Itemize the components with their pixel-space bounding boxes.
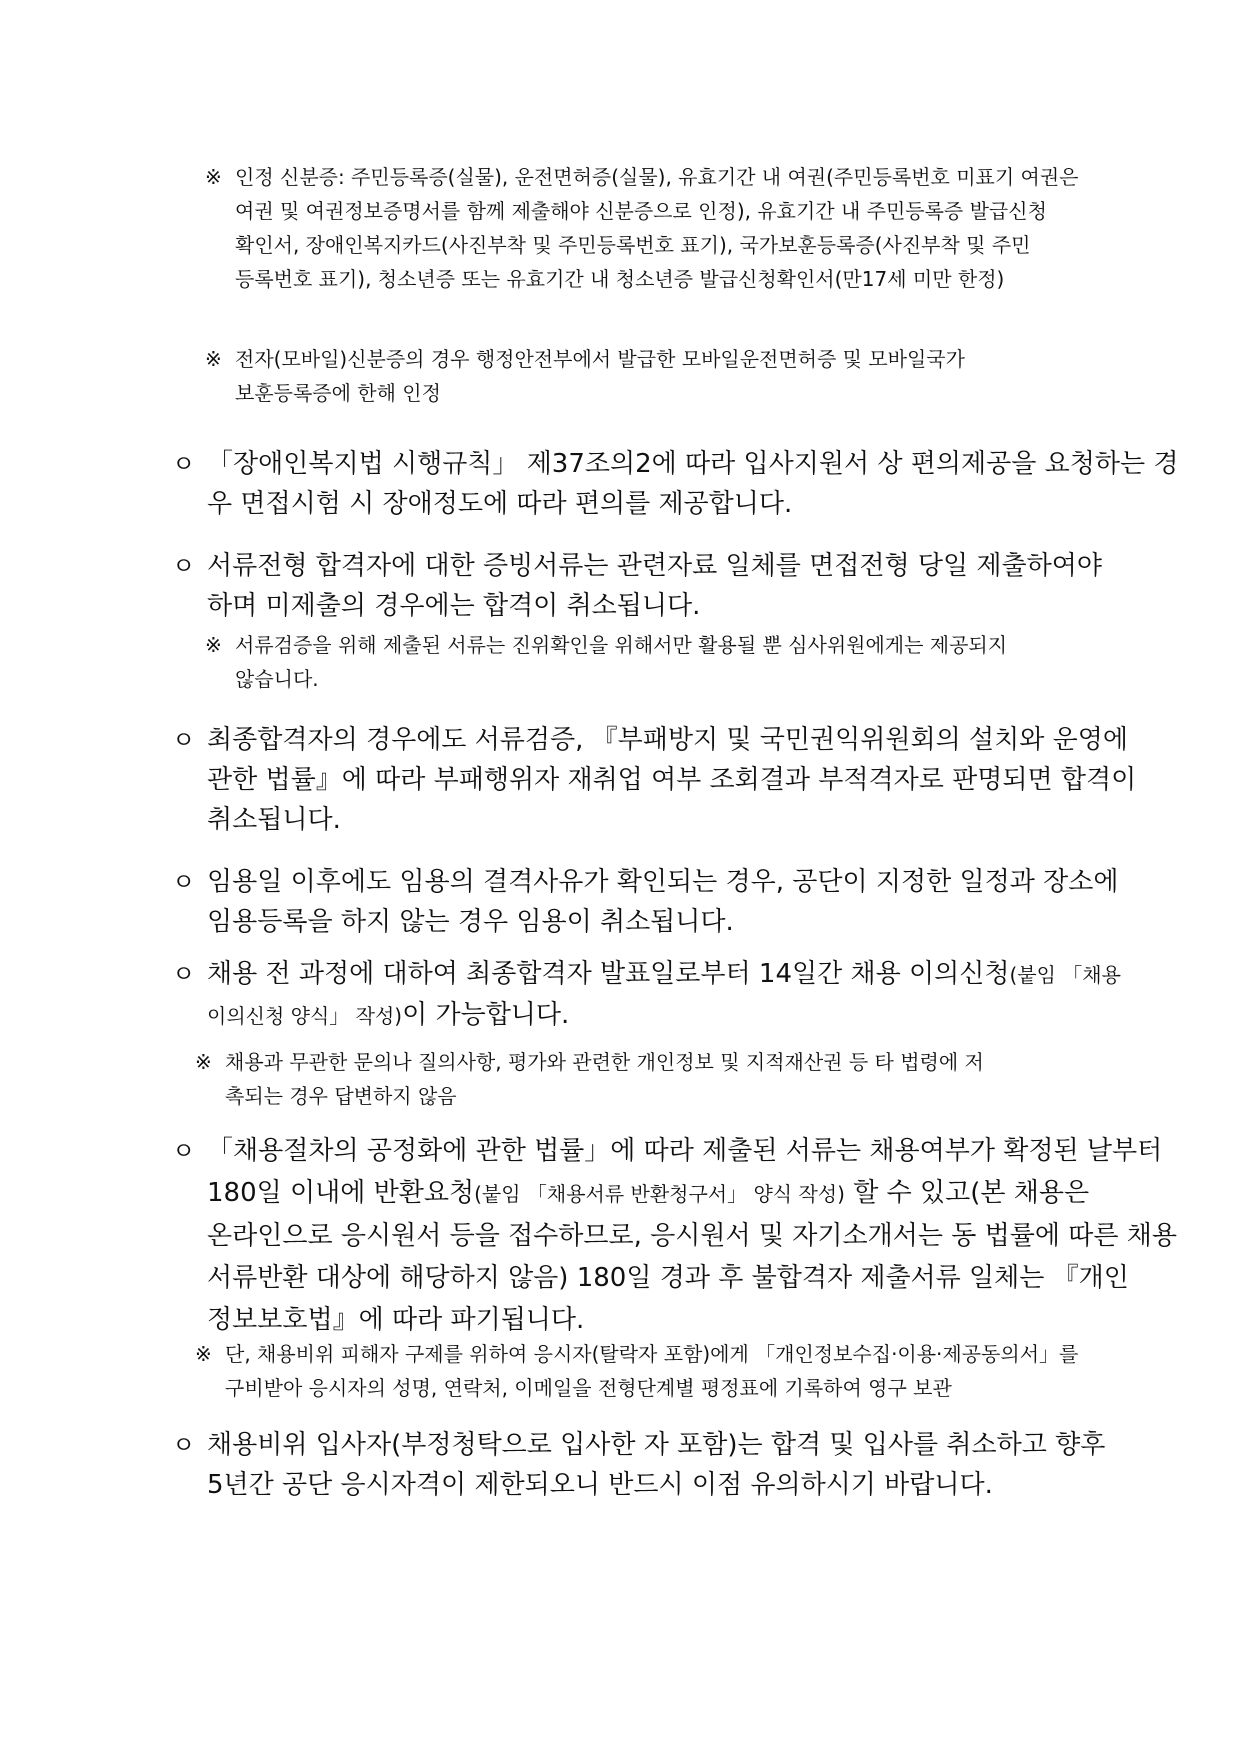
item-line: 서류전형 합격자에 대한 증빙서류는 관련자료 일체를 면접전형 당일 제출하여야 — [207, 551, 1102, 581]
item-line: 최종합격자의 경우에도 서류검증, 『부패방지 및 국민권익위원회의 설치와 운영에 — [207, 725, 1128, 755]
list-item-final-verification — [172, 720, 1137, 840]
bullet: ㅇ — [172, 450, 196, 478]
item-line: 5년간 공단 응시자격이 제한되오니 반드시 이점 유의하시기 바랍니다. — [207, 1470, 993, 1500]
item-text: 180일 이내에 반환요청 — [207, 1178, 475, 1208]
item-line: 임용등록을 하지 않는 경우 임용이 취소됩니다. — [207, 907, 734, 937]
list-item-disability-accommodation — [172, 444, 1179, 524]
list-item-evidence-documents — [172, 546, 1112, 626]
item-small-text: (붙임 「채용서류 반환청구서」 양식 작성) — [474, 1182, 845, 1206]
note-mark: ※ — [195, 1050, 212, 1074]
item-text: 할 수 있고(본 채용은 — [844, 1178, 1090, 1208]
note-line: 않습니다. — [235, 667, 319, 691]
note-document-return — [195, 1337, 1105, 1405]
item-line: 하며 미제출의 경우에는 합격이 취소됩니다. — [207, 591, 701, 621]
note-line: 단, 채용비위 피해자 구제를 위하여 응시자(탈락자 포함)에게 「개인정보수집·이용·제공동의서」를 — [225, 1342, 1079, 1366]
item-line: 채용비위 입사자(부정청탁으로 입사한 자 포함)는 합격 및 입사를 취소하고 향후 — [207, 1430, 1106, 1460]
bullet: ㅇ — [172, 1137, 196, 1165]
item-line: 정보보호법』에 따라 파기됩니다. — [207, 1305, 585, 1335]
item-line — [172, 954, 1121, 995]
item-small-text: 이의신청 양식」 작성) — [207, 1004, 403, 1028]
note-line: 등록번호 표기), 청소년증 또는 유효기간 내 청소년증 발급신청확인서(만17세 미만 한정) — [235, 267, 1005, 291]
bullet: ㅇ — [172, 868, 196, 896]
list-item-appointment-cancel — [172, 862, 1119, 942]
item-line: 취소됩니다. — [207, 805, 341, 835]
note-document-verification — [205, 628, 1105, 696]
list-item-recruitment-fraud — [172, 1425, 1112, 1505]
item-line: 우 면접시험 시 장애정도에 따라 편의를 제공합니다. — [207, 489, 793, 519]
item-line — [172, 995, 1112, 1036]
note-mark: ※ — [195, 1342, 212, 1366]
item-line: 「장애인복지법 시행규칙」 제37조의2에 따라 입사지원서 상 편의제공을 요청하는 경 — [207, 449, 1179, 479]
item-line — [172, 1172, 1112, 1215]
note-mark: ※ — [205, 165, 222, 189]
item-text: 채용 전 과정에 대하여 최종합격자 발표일로부터 14일간 채용 이의신청 — [207, 959, 1010, 989]
item-line: 온라인으로 응시원서 등을 접수하므로, 응시원서 및 자기소개서는 동 법률에 따른 채용 — [207, 1221, 1177, 1251]
note-line: 구비받아 응시자의 성명, 연락처, 이메일을 전형단계별 평정표에 기록하여 영구 보관 — [225, 1376, 952, 1400]
list-item-objection — [172, 954, 1121, 1036]
note-mobile-id — [205, 342, 1105, 410]
bullet: ㅇ — [172, 1431, 196, 1459]
note-line: 채용과 무관한 문의나 질의사항, 평가와 관련한 개인정보 및 지적재산권 등 타 법령에 저 — [225, 1050, 984, 1074]
note-line: 보훈등록증에 한해 인정 — [235, 381, 441, 405]
note-line: 촉되는 경우 답변하지 않음 — [225, 1084, 457, 1108]
note-line: 인정 신분증: 주민등록증(실물), 운전면허증(실물), 유효기간 내 여권(주민등록번호 미표기 여권은 — [235, 165, 1079, 189]
note-line: 서류검증을 위해 제출된 서류는 진위확인을 위해서만 활용될 뿐 심사위원에게는 제공되지 — [235, 633, 1008, 657]
note-objection — [195, 1045, 1105, 1113]
bullet: ㅇ — [172, 552, 196, 580]
note-line: 전자(모바일)신분증의 경우 행정안전부에서 발급한 모바일운전면허증 및 모바일국가 — [235, 347, 965, 371]
item-line: 「채용절차의 공정화에 관한 법률」에 따라 제출된 서류는 채용여부가 확정된 날부터 — [207, 1136, 1163, 1166]
item-line: 서류반환 대상에 해당하지 않음) 180일 경과 후 불합격자 제출서류 일체는 『개인 — [207, 1263, 1129, 1293]
list-item-document-return — [172, 1130, 1177, 1341]
note-line: 확인서, 장애인복지카드(사진부착 및 주민등록번호 표기), 국가보훈등록증(사진부착 및 주민 — [235, 233, 1031, 257]
item-small-text: (붙임 「채용 — [1009, 963, 1121, 987]
note-line: 여권 및 여권정보증명서를 함께 제출해야 신분증으로 인정), 유효기간 내 주민등록증 발급신청 — [235, 199, 1047, 223]
bullet: ㅇ — [172, 960, 196, 988]
note-mark: ※ — [205, 347, 222, 371]
item-line: 관한 법률』에 따라 부패행위자 재취업 여부 조회결과 부적격자로 판명되면 합격이 — [207, 765, 1137, 795]
note-mark: ※ — [205, 633, 222, 657]
bullet: ㅇ — [172, 726, 196, 754]
item-text: 이 가능합니다. — [402, 1000, 570, 1030]
note-id-cards — [205, 160, 1105, 296]
item-line: 임용일 이후에도 임용의 결격사유가 확인되는 경우, 공단이 지정한 일정과 장소에 — [207, 867, 1119, 897]
